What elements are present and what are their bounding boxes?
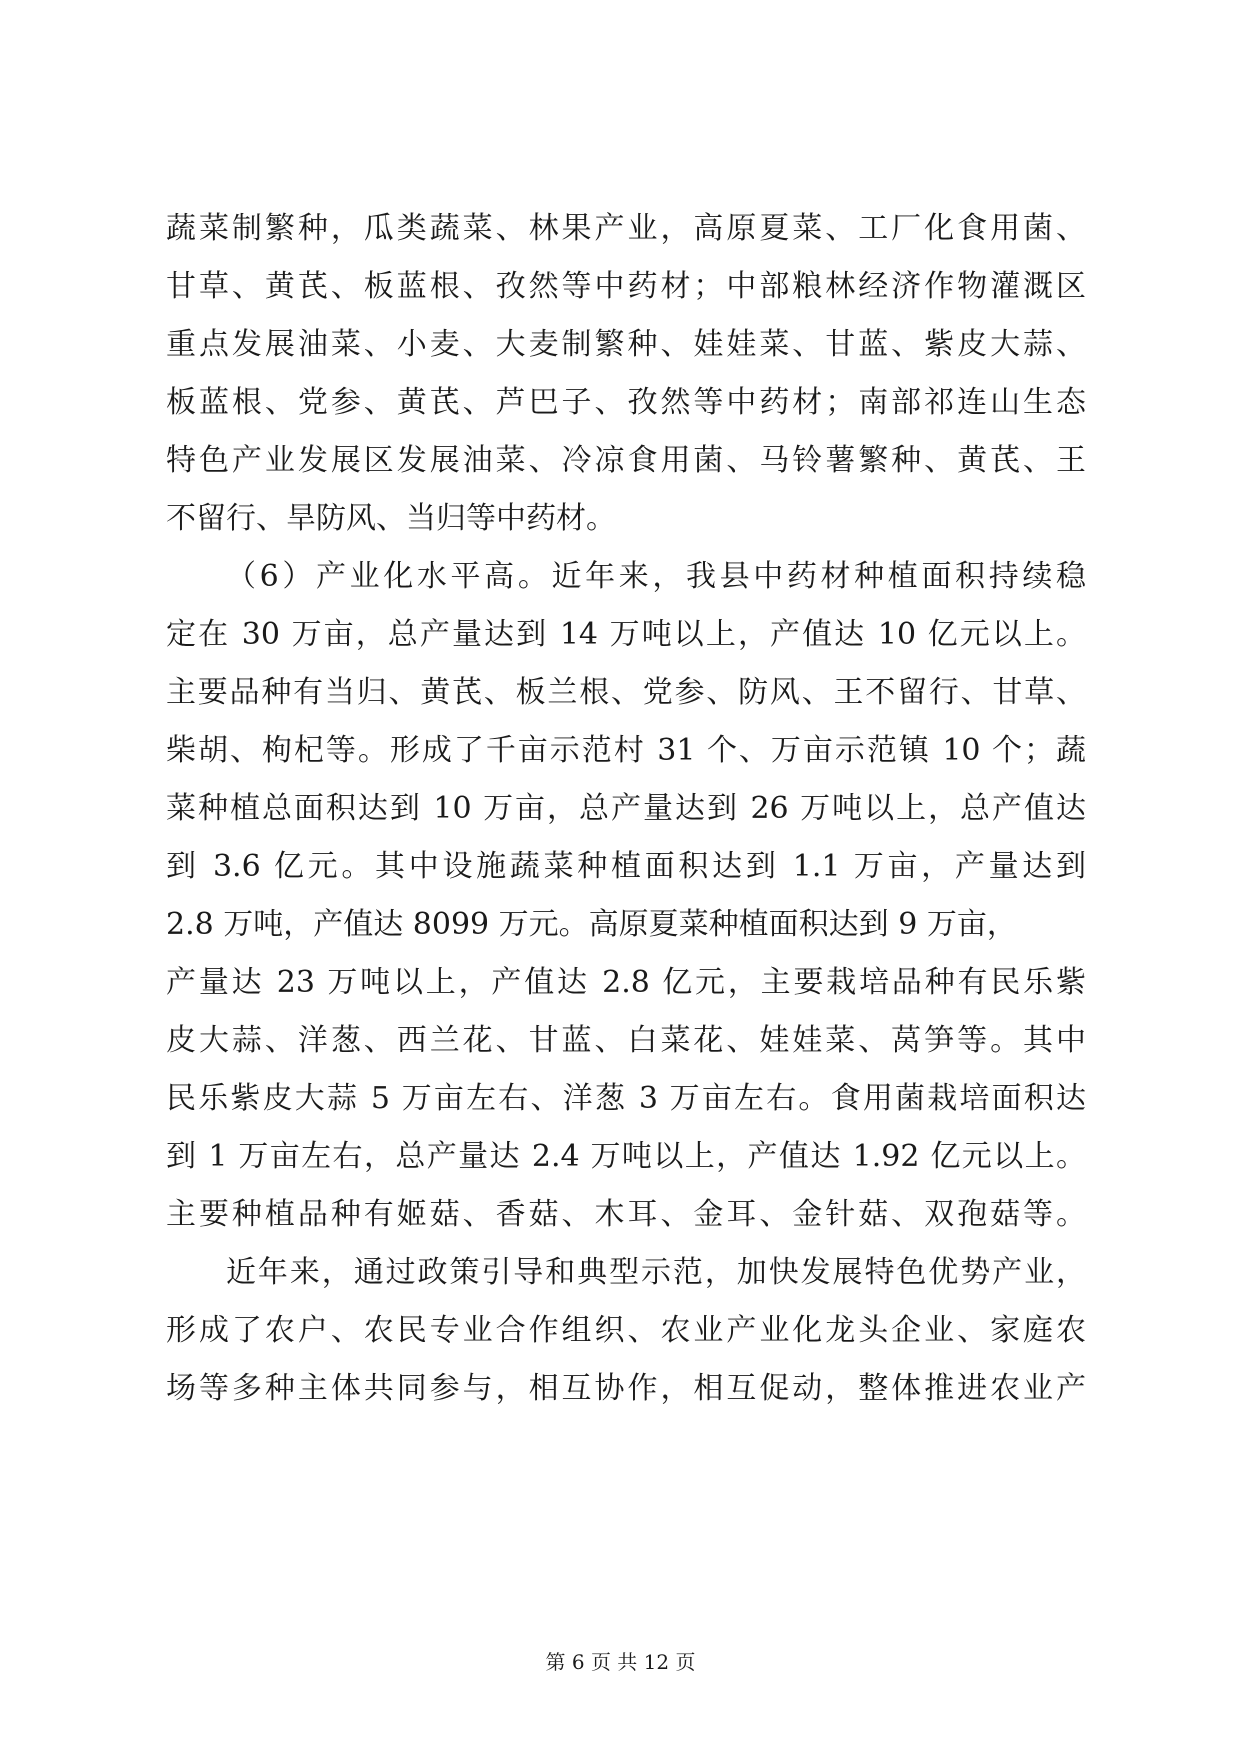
text-line: 皮大蒜、洋葱、西兰花、甘蓝、白菜花、娃娃菜、莴笋等。其中 — [166, 1023, 1086, 1058]
text-line: 蔬菜制繁种，瓜类蔬菜、林果产业，高原夏菜、工厂化食用菌、 — [166, 211, 1086, 246]
text-line: 板蓝根、党参、黄芪、芦巴子、孜然等中药材；南部祁连山生态 — [166, 385, 1086, 420]
text-line: 近年来，通过政策引导和典型示范，加快发展特色优势产业， — [226, 1255, 1086, 1290]
text-line: 形成了农户、农民专业合作组织、农业产业化龙头企业、家庭农 — [166, 1313, 1086, 1348]
body-text — [166, 200, 1086, 1418]
text-line: 主要种植品种有姬菇、香菇、木耳、金耳、金针菇、双孢菇等。 — [166, 1197, 1086, 1232]
text-line: （6）产业化水平高。近年来，我县中药材种植面积持续稳 — [226, 559, 1086, 594]
text-line: 甘草、黄芪、板蓝根、孜然等中药材；中部粮林经济作物灌溉区 — [166, 269, 1086, 304]
text-line: 柴胡、枸杞等。形成了千亩示范村 31 个、万亩示范镇 10 个；蔬 — [166, 733, 1086, 768]
text-line: 产量达 23 万吨以上，产值达 2.8 亿元，主要栽培品种有民乐紫 — [166, 965, 1086, 1000]
text-line: 重点发展油菜、小麦、大麦制繁种、娃娃菜、甘蓝、紫皮大蒜、 — [166, 327, 1086, 362]
text-line: 到 3.6 亿元。其中设施蔬菜种植面积达到 1.1 万亩，产量达到 — [166, 849, 1086, 884]
text-line: 到 1 万亩左右，总产量达 2.4 万吨以上，产值达 1.92 亿元以上。 — [166, 1139, 1086, 1174]
text-line: 定在 30 万亩，总产量达到 14 万吨以上，产值达 10 亿元以上。 — [166, 617, 1086, 652]
page-number-footer: 第 6 页 共 12 页 — [545, 1650, 696, 1674]
text-line: 菜种植总面积达到 10 万亩，总产量达到 26 万吨以上，总产值达 — [166, 791, 1086, 826]
text-line: 特色产业发展区发展油菜、冷凉食用菌、马铃薯繁种、黄芪、王 — [166, 443, 1086, 478]
text-line: 场等多种主体共同参与，相互协作，相互促动，整体推进农业产 — [166, 1371, 1086, 1406]
text-line: 不留行、旱防风、当归等中药材。 — [166, 501, 616, 536]
text-line: 2.8 万吨，产值达 8099 万元。高原夏菜种植面积达到 9 万亩， — [166, 907, 1017, 942]
text-line: 主要品种有当归、黄芪、板兰根、党参、防风、王不留行、甘草、 — [166, 675, 1086, 710]
text-line: 民乐紫皮大蒜 5 万亩左右、洋葱 3 万亩左右。食用菌栽培面积达 — [166, 1081, 1086, 1116]
